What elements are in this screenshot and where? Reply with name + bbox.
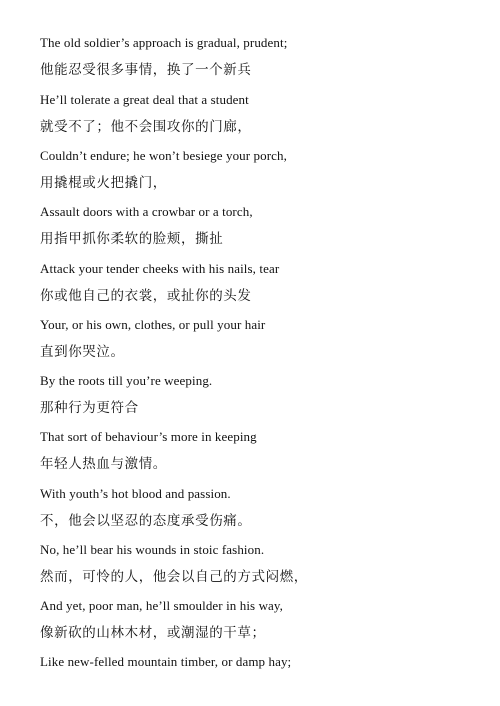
poem-line-zh: 他能忍受很多事情，换了一个新兵 [40, 62, 252, 78]
poem-line-zh: 直到你哭泣。 [40, 344, 125, 360]
poem-line-zh: 年轻人热血与激情。 [40, 456, 167, 472]
poem-line-zh: 就受不了；他不会围攻你的门廊， [40, 119, 252, 135]
poem-line-en: That sort of behaviour’s more in keeping [40, 429, 257, 444]
poem-line-en: With youth’s hot blood and passion. [40, 486, 231, 501]
poem-line-en: And yet, poor man, he’ll smoulder in his way, [40, 598, 284, 613]
poem-line-zh: 不，他会以坚忍的态度承受伤痛。 [40, 513, 252, 529]
poem-line-en: Couldn’t endure; he won’t besiege your porch, [40, 148, 287, 163]
poem-line-en: No, he’ll bear his wounds in stoic fashion. [40, 542, 265, 557]
poem-line-en: Like new-felled mountain timber, or damp hay; [40, 654, 292, 669]
poem-line-zh: 用指甲抓你柔软的脸颊，撕扯 [40, 231, 224, 247]
poem-line-zh: 像新砍的山林木材，或潮湿的干草； [40, 625, 266, 641]
poem-line-zh: 你或他自己的衣裳，或扯你的头发 [40, 288, 252, 304]
poem-line-zh: 用撬棍或火把撬门， [40, 175, 167, 191]
poem-line-en: He’ll tolerate a great deal that a student [40, 92, 249, 107]
poem-line-zh: 那种行为更符合 [40, 400, 139, 416]
poem-line-en: Attack your tender cheeks with his nails, tear [40, 261, 280, 276]
poem-line-en: Assault doors with a crowbar or a torch, [40, 204, 253, 219]
poem-line-en: The old soldier’s approach is gradual, prudent; [40, 35, 288, 50]
poem-line-en: Your, or his own, clothes, or pull your hair [40, 317, 266, 332]
poem-line-zh: 然而，可怜的人，他会以自己的方式闷燃， [40, 569, 308, 585]
poem-line-en: By the roots till you’re weeping. [40, 373, 213, 388]
